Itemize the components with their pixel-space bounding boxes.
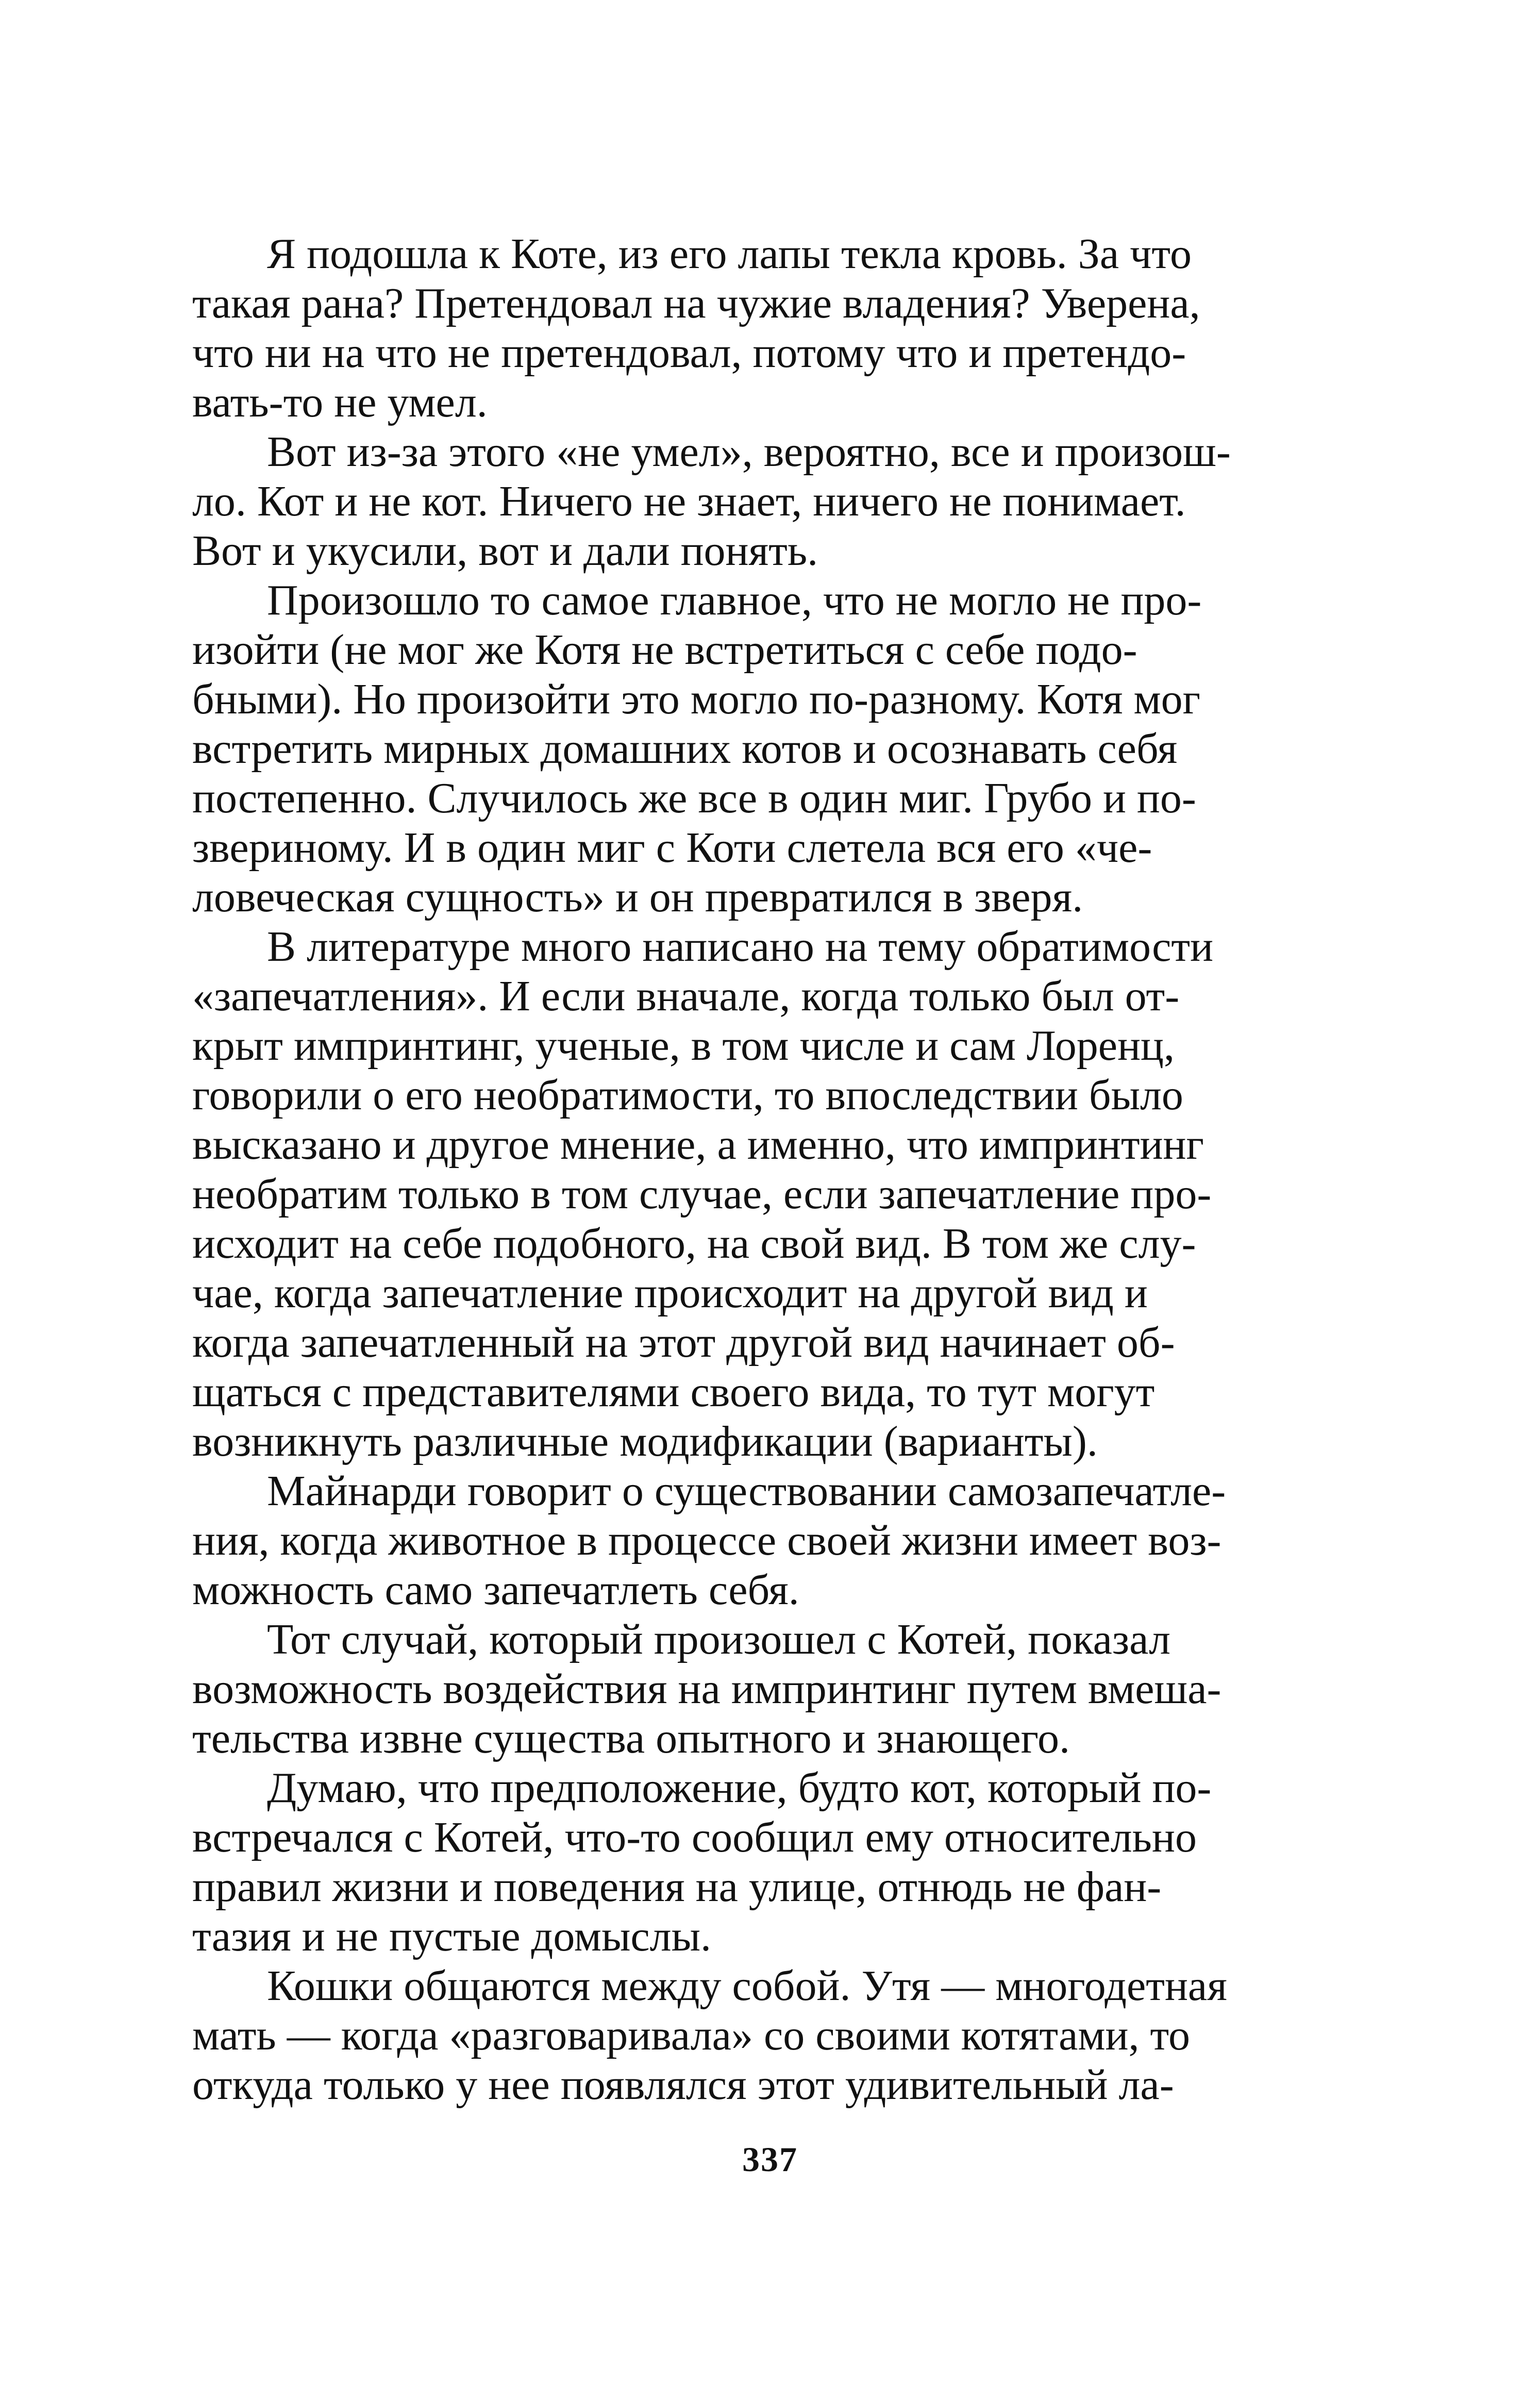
text-line: необратим только в том случае, если запечатление про- bbox=[192, 1170, 1212, 1218]
text-line: Произошло то самое главное, что не могло не про- bbox=[267, 576, 1202, 624]
page-number: 337 bbox=[742, 2140, 798, 2179]
text-line: бными). Но произойти это могло по-разному. Котя мог bbox=[192, 675, 1201, 723]
text-line: вать-то не умел. bbox=[192, 378, 488, 426]
paragraph-3 bbox=[192, 576, 1358, 922]
paragraph-4 bbox=[192, 922, 1358, 1466]
text-line: встретить мирных домашних котов и осознавать себя bbox=[192, 725, 1178, 773]
text-line: Вот из-за этого «не умел», вероятно, все и произош- bbox=[267, 428, 1231, 476]
text-line: крыт импринтинг, ученые, в том числе и сам Лоренц, bbox=[192, 1022, 1175, 1070]
text-line: Я подошла к Коте, из его лапы текла кровь. За что bbox=[267, 230, 1192, 278]
text-line: «запечатления». И если вначале, когда только был от- bbox=[192, 972, 1180, 1020]
paragraph-6 bbox=[192, 1615, 1358, 1763]
paragraph-2 bbox=[192, 427, 1358, 576]
text-line: встречался с Котей, что-то сообщил ему относительно bbox=[192, 1813, 1197, 1861]
text-line: Вот и укусили, вот и дали понять. bbox=[192, 527, 818, 575]
text-line: когда запечатленный на этот другой вид начинает об- bbox=[192, 1319, 1175, 1366]
text-line: чае, когда запечатление происходит на другой вид и bbox=[192, 1269, 1148, 1317]
text-line: что ни на что не претендовал, потому что и претендо- bbox=[192, 329, 1186, 377]
text-line: Думаю, что предположение, будто кот, который по- bbox=[267, 1764, 1212, 1812]
paragraph-7 bbox=[192, 1763, 1358, 1961]
body-text bbox=[192, 229, 1358, 2110]
text-line: Тот случай, который произошел с Котей, показал bbox=[267, 1615, 1171, 1663]
text-line: тазия и не пустые домыслы. bbox=[192, 1912, 712, 1960]
paragraph-5 bbox=[192, 1466, 1358, 1615]
text-line: правил жизни и поведения на улице, отнюдь не фан- bbox=[192, 1863, 1162, 1911]
text-line: возникнуть различные модификации (варианты). bbox=[192, 1418, 1098, 1465]
text-line: В литературе много написано на тему обратимости bbox=[267, 923, 1214, 971]
text-line: ловеческая сущность» и он превратился в зверя. bbox=[192, 873, 1083, 921]
text-line: ло. Кот и не кот. Ничего не знает, ничего не понимает. bbox=[192, 477, 1186, 525]
text-line: щаться с представителями своего вида, то тут могут bbox=[192, 1368, 1155, 1416]
text-line: Кошки общаются между собой. Утя — многодетная bbox=[267, 1962, 1227, 2010]
text-line: звериному. И в один миг с Коти слетела вся его «че- bbox=[192, 824, 1152, 872]
paragraph-8 bbox=[192, 1961, 1358, 2110]
text-line: изойти (не мог же Котя не встретиться с себе подо- bbox=[192, 626, 1137, 674]
text-line: высказано и другое мнение, а именно, что импринтинг bbox=[192, 1121, 1204, 1169]
text-line: возможность воздействия на импринтинг путем вмеша- bbox=[192, 1665, 1221, 1713]
text-line: говорили о его необратимости, то впоследствии было bbox=[192, 1071, 1183, 1119]
text-line: откуда только у нее появлялся этот удивительный ла- bbox=[192, 2061, 1174, 2109]
text-line: тельства извне существа опытного и знающего. bbox=[192, 1714, 1070, 1762]
paragraph-1 bbox=[192, 229, 1358, 427]
text-line: постепенно. Случилось же все в один миг. Грубо и по- bbox=[192, 774, 1196, 822]
text-line: ния, когда животное в процессе своей жизни имеет воз- bbox=[192, 1516, 1221, 1564]
text-line: мать — когда «разговаривала» со своими котятами, то bbox=[192, 2011, 1191, 2059]
text-line: можность само запечатлеть себя. bbox=[192, 1566, 799, 1614]
text-line: такая рана? Претендовал на чужие владения? Уверена, bbox=[192, 279, 1200, 327]
text-line: Майнарди говорит о существовании самозапечатле- bbox=[267, 1467, 1226, 1515]
text-line: исходит на себе подобного, на свой вид. В том же слу- bbox=[192, 1220, 1196, 1268]
